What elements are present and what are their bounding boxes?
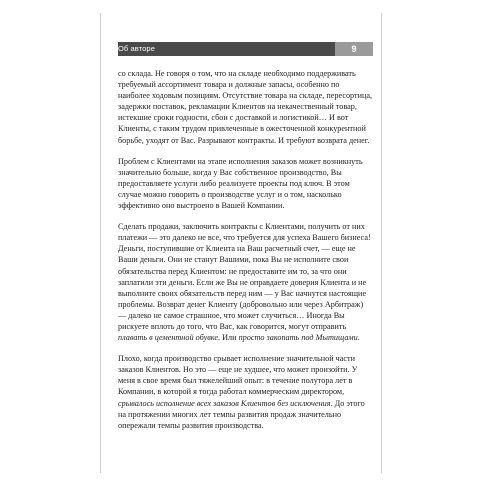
paragraph — [118, 221, 373, 343]
italic-phrase: срывалось исполнение всех заказов Клиентов без исключения — [118, 398, 331, 408]
paragraph-text: . До этого на протяжении многих лет темпы развития продаж значительно опережали темпы развития производства. — [118, 398, 365, 430]
page-body — [118, 68, 373, 441]
paragraph — [118, 156, 373, 211]
paragraph-text: со склада. Не говоря о том, что на складе необходимо поддерживать требуемый ассортимент товара и должные запасы, особенно по наиболее ходовым позициям. Отсутствие товара на складе, пересортица, задержки поставок, рекламации Клиентов на некачественный товар, истекшие сроки годности, сбои с доставкой и логистикой… И вот Клиенты, с таким трудом привлеченные в ожесточенной конкурентной борьбе, уходят от Вас. Разрывают контракты. И требуют возврата денег. — [118, 69, 373, 145]
paragraph — [118, 68, 373, 146]
paragraph-text: Проблем с Клиентами на этапе исполнения заказов может возникнуть значительно больше, когда у Вас собственное производство, Вы предоставляете услуги либо реализуете проекты под ключ. В этом случае можно говорить о производстве услуг и о том, насколько эффективно оно выстроено в Вашей Компании. — [118, 156, 363, 211]
paragraph-text: . — [357, 333, 360, 343]
paragraph — [118, 353, 373, 431]
page-number: 9 — [351, 44, 357, 54]
italic-phrase: просто закопать под Мытищами — [238, 333, 358, 343]
paragraph-text: Плохо, когда производство срывает исполнение значительной части заказов Клиентов. Но это — еще не худшее, что может произойти. У меня в свое время был тяжелейший опыт: в течение полутора лет в Компании, в которой я тогда работал коммерческим директором, — [118, 354, 358, 397]
chapter-title: Об авторе — [118, 44, 155, 53]
running-header — [118, 42, 373, 56]
paragraph-text: Сделать продажи, заключить контракты с Клиентами, получить от них платежи — это далеко не все, что требуется для успеха Вашего бизнеса! Деньги, поступившие от Клиента на Ваш расчетный счет, — еще не Ваши деньги. Они не станут Вашими, пока Вы не исполните свои обязательства перед Клиентом: не предоставите им то, за что они заплатили эти деньги. Если же Вы не оправдаете доверия Клиента и не выполните своих обязательств перед ним — у Вас начнутся настоящие проблемы. Возврат денег Клиенту (добровольно или через Арбитраж) — далеко не самое страшное, что может случиться… Иногда Вы рискуете вплоть до того, что Вас, как говорится, могут отправить — [118, 222, 371, 331]
paragraph-text: . Или — [218, 333, 239, 343]
italic-phrase: плавать в цементной обувке — [118, 333, 219, 343]
page-number-box — [335, 42, 373, 56]
